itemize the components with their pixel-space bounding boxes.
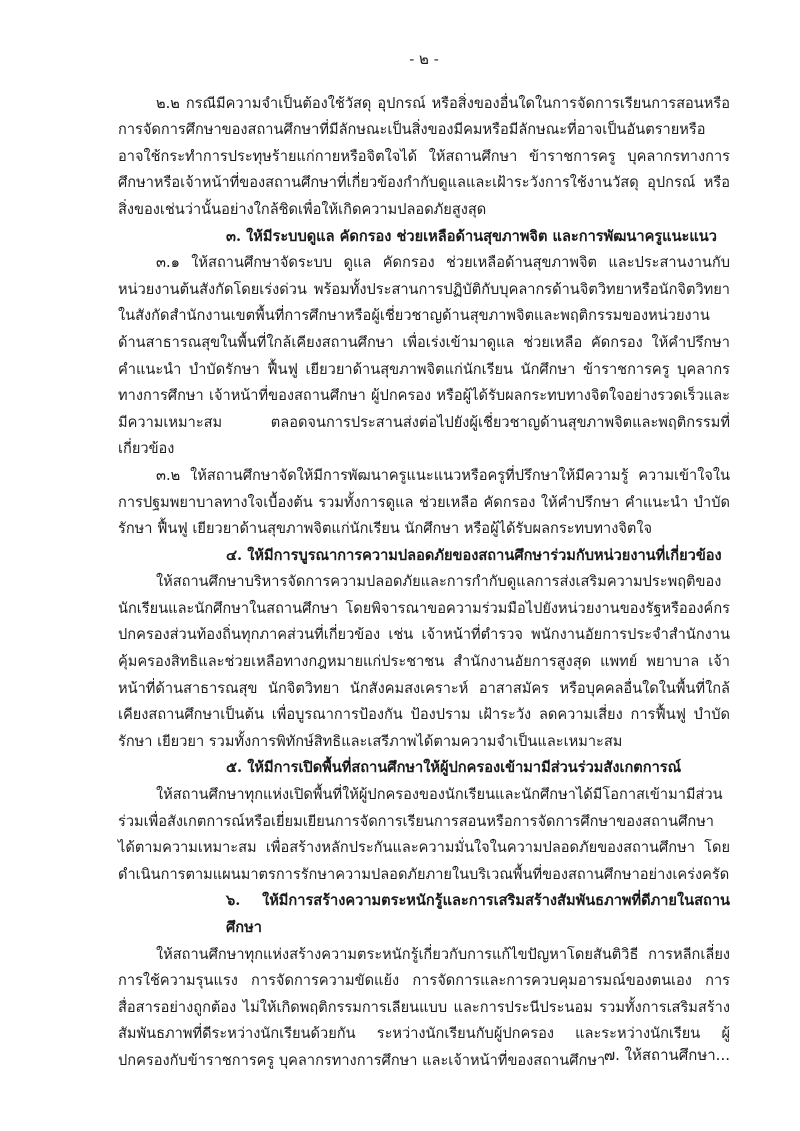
paragraph-4: ให้สถานศึกษาบริหารจัดการความปลอดภัยและการกำกับดูแลการส่งเสริมความประพฤติของนักเรียนและนักศึกษาในสถานศึกษา โดยพิจารณาขอความร่วมมือไปยังหน่วยงานของรัฐหรือองค์กรปกครองส่วนท้องถิ่นทุกภาคส่วนที่เกี่ยวข้อง เช่น เจ้าหน้าที่ตำรวจ พนักงานอัยการประจำสำนักงานคุ้มครองสิทธิและช่วยเหลือทางกฎหมายแก่ประชาชน สำนักงานอัยการสูงสุด แพทย์ พยาบาล เจ้าหน้าที่ด้านสาธารณสุข นักจิตวิทยา นักสังคมสงเคราะห์ อาสาสมัคร หรือบุคคลอื่นใดในพื้นที่ใกล้เคียงสถานศึกษาเป็นต้น เพื่อบูรณาการป้องกัน ป้องปราม เฝ้าระวัง ลดความเสี่ยง การฟื้นฟู บำบัดรักษา เยียวยา รวมทั้งการพิทักษ์สิทธิและเสรีภาพได้ตามความจำเป็นและเหมาะสม <box>118 573 730 750</box>
paragraph-5: ให้สถานศึกษาทุกแห่งเปิดพื้นที่ให้ผู้ปกครองของนักเรียนและนักศึกษาได้มีโอกาสเข้ามามีส่วนร่วมเพื่อสังเกตการณ์หรือเยี่ยมเยียนการจัดการเรียนการสอนหรือการจัดการศึกษาของสถานศึกษาได้ตามความเหมาะสม เพื่อสร้างหลักประกันและความมั่นใจในความปลอดภัยของสถานศึกษา โดยดำเนินการตามแผนมาตรการรักษาความปลอดภัยภายในบริเวณพื้นที่ของสถานศึกษาอย่างเคร่งครัด <box>118 786 730 883</box>
section-6-heading: ๖. ให้มีการสร้างความตระหนักรู้และการเสริมสร้างสัมพันธภาพที่ดีภายในสถานศึกษา <box>226 892 730 936</box>
paragraph-6: ให้สถานศึกษาทุกแห่งสร้างความตระหนักรู้เกี่ยวกับการแก้ไขปัญหาโดยสันติวิธี การหลีกเลี่ยงการใช้ความรุนแรง การจัดการความขัดแย้ง การจัดการและการควบคุมอารมณ์ของตนเอง การสื่อสารอย่างถูกต้อง ไม่ให้เกิดพฤติกรรมการเลียนแบบ และการประนีประนอม รวมทั้งการเสริมสร้างสัมพันธภาพที่ดีระหว่างนักเรียนด้วยกัน ระหว่างนักเรียนกับผู้ปกครอง และระหว่างนักเรียน ผู้ปกครองกับข้าราชการครู บุคลากรทางการศึกษา และเจ้าหน้าที่ของสถานศึกษา <box>118 945 730 1069</box>
section-5-heading: ๕. ให้มีการเปิดพื้นที่สถานศึกษาให้ผู้ปกครองเข้ามามีส่วนร่วมสังเกตการณ์ <box>226 759 682 777</box>
paragraph-3-2: ๓.๒ ให้สถานศึกษาจัดให้มีการพัฒนาครูแนะแนวหรือครูที่ปรึกษาให้มีความรู้ ความเข้าใจในการปฐมพยาบาลทางใจเบื้องต้น รวมทั้งการดูแล ช่วยเหลือ คัดกรอง ให้คำปรึกษา คำแนะนำ บำบัดรักษา ฟื้นฟู เยียวยาด้านสุขภาพจิตแก่นักเรียน นักศึกษา หรือผู้ได้รับผลกระทบทางจิตใจ <box>118 466 730 538</box>
section-4-heading: ๔. ให้มีการบูรณาการความปลอดภัยของสถานศึกษาร่วมกับหน่วยงานที่เกี่ยวข้อง <box>226 546 722 564</box>
continuation-note: ๗. ให้สถานศึกษา... <box>603 1046 730 1065</box>
paragraph-3-1: ๓.๑ ให้สถานศึกษาจัดระบบ ดูแล คัดกรอง ช่วยเหลือด้านสุขภาพจิต และประสานงานกับหน่วยงานต้นสังกัดโดยเร่งด่วน พร้อมทั้งประสานการปฏิบัติกับบุคลากรด้านจิตวิทยาหรือนักจิตวิทยาในสังกัดสำนักงานเขตพื้นที่การศึกษาหรือผู้เชี่ยวชาญด้านสุขภาพจิตและพฤติกรรมของหน่วยงานด้านสาธารณสุขในพื้นที่ใกล้เคียงสถานศึกษา เพื่อเร่งเข้ามาดูแล ช่วยเหลือ คัดกรอง ให้คำปรึกษา คำแนะนำ บำบัดรักษา ฟื้นฟู เยียวยาด้านสุขภาพจิตแก่นักเรียน นักศึกษา ข้าราชการครู บุคลากรทางการศึกษา เจ้าหน้าที่ของสถานศึกษา ผู้ปกครอง หรือผู้ได้รับผลกระทบทางจิตใจอย่างรวดเร็วและมีความเหมาะสม ตลอดจนการประสานส่งต่อไปยังผู้เชี่ยวชาญด้านสุขภาพจิตและพฤติกรรมที่เกี่ยวข้อง <box>118 254 730 458</box>
section-3-heading: ๓. ให้มีระบบดูแล คัดกรอง ช่วยเหลือด้านสุขภาพจิต และการพัฒนาครูแนะแนว <box>226 227 717 245</box>
page-number: - ๒ - <box>409 50 439 68</box>
paragraph-2-2: ๒.๒ กรณีมีความจำเป็นต้องใช้วัสดุ อุปกรณ์ หรือสิ่งของอื่นใดในการจัดการเรียนการสอนหรือการจัดการศึกษาของสถานศึกษาที่มีลักษณะเป็นสิ่งของมีคมหรือมีลักษณะที่อาจเป็นอันตรายหรืออาจใช้กระทำการประทุษร้ายแก่กายหรือจิตใจได้ ให้สถานศึกษา ข้าราชการครู บุคลากรทางการศึกษาหรือเจ้าหน้าที่ของสถานศึกษาที่เกี่ยวข้องกำกับดูแลและเฝ้าระวังการใช้งานวัสดุ อุปกรณ์ หรือสิ่งของเช่นว่านั้นอย่างใกล้ชิดเพื่อให้เกิดความปลอดภัยสูงสุด <box>118 94 730 218</box>
